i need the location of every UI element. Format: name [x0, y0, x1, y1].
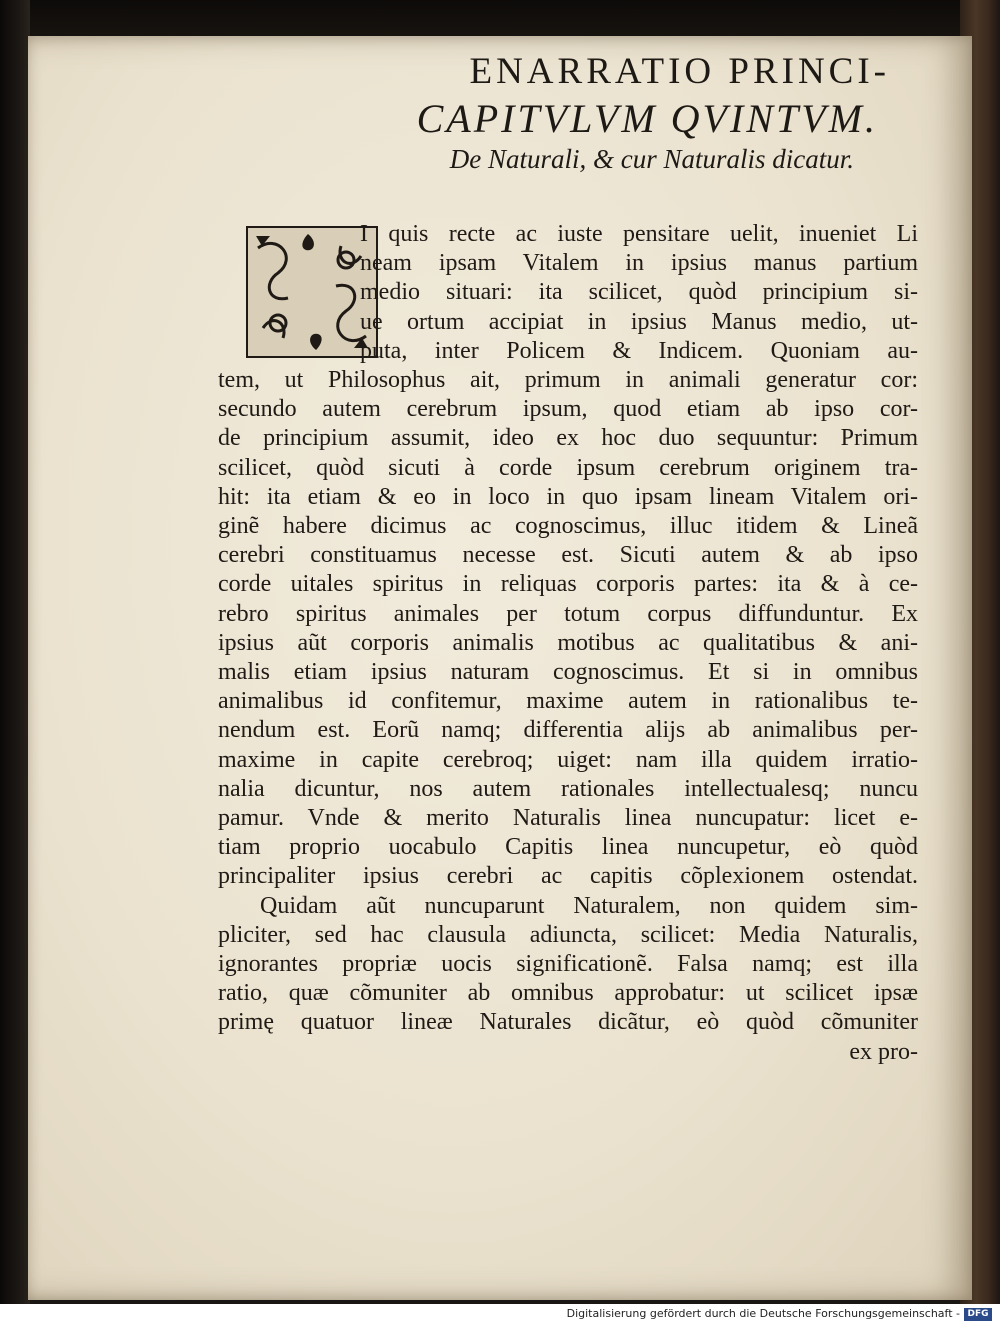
text-line: nendum est. Eorũ namq; differentia alijs ab animalibus per-: [218, 717, 918, 744]
text-line: de principium assumit, ideo ex hoc duo sequuntur: Primum: [218, 425, 918, 452]
text-line: hit: ita etiam & eo in loco in quo ipsam lineam Vitalem ori-: [218, 483, 918, 510]
dfg-logo-icon: DFG: [964, 1308, 992, 1321]
text-line: pamur. Vnde & merito Naturalis linea nuncupatur: licet e-: [218, 805, 918, 832]
text-line: pliciter, sed hac clausula adiuncta, scilicet: Media Naturalis,: [218, 921, 918, 948]
page-header: [218, 50, 918, 188]
text-line: secundo autem cerebrum ipsum, quod etiam ab ipso cor-: [218, 396, 918, 423]
text-line: ratio, quæ cõmuniter ab omnibus approbatur: ut scilicet ipsæ: [218, 980, 918, 1007]
text-line: maxime in capite cerebroq; uiget: nam illa quidem irratio-: [218, 746, 918, 773]
text-line: malis etiam ipsius naturam cognoscimus. Et si in omnibus: [218, 659, 918, 686]
text-line: medio situari: ita scilicet, quòd principium si-: [360, 279, 918, 306]
text-line: Quidam aũt nuncuparunt Naturalem, non quidem sim-: [260, 892, 918, 919]
text-line: I quis recte ac iuste pensitare uelit, inueniet Li: [360, 221, 918, 247]
text-line: principaliter ipsius cerebri ac capitis cõplexionem ostendat.: [218, 863, 918, 890]
text-line: ignorantes propriæ uocis significationẽ. Falsa namq; est illa: [218, 951, 918, 978]
text-line: ginẽ habere dicimus ac cognoscimus, illuc itidem & Lineã: [218, 513, 918, 540]
footer-bar: [0, 1304, 1000, 1325]
catchword: ex pro-: [849, 1038, 918, 1065]
text-line: neam ipsam Vitalem in ipsius manus partium: [360, 250, 918, 277]
chapter-subtitle: De Naturali, & cur Naturalis dicatur.: [449, 144, 854, 174]
text-line: ipsius aũt corporis animalis motibus ac qualitatibus & ani-: [218, 629, 918, 656]
text-line: animalibus id confitemur, maxime autem in rationalibus te-: [218, 688, 918, 715]
body-text: [218, 220, 918, 1067]
text-line: scilicet, quòd sicuti à corde ipsum cerebrum originem tra-: [218, 454, 918, 481]
text-line: cerebri constituamus necesse est. Sicuti autem & ab ipso: [218, 542, 918, 569]
text-line: nalia dicuntur, nos autem rationales intellectualesq; nuncu: [218, 775, 918, 802]
text-line: ue ortum accipiat in ipsius Manus medio, ut-: [360, 308, 918, 335]
scan-background-top: [0, 0, 1000, 38]
text-line: puta, inter Policem & Indicem. Quoniam au-: [360, 337, 918, 364]
footer-credit: Digitalisierung gefördert durch die Deutsche Forschungsgemeinschaft -: [566, 1307, 960, 1320]
text-line: primę quatuor lineæ Naturales dicãtur, eò quòd cõmuniter: [218, 1009, 918, 1036]
chapter-title: CAPITVLVM QVINTVM.: [416, 96, 878, 141]
scan-background-left: [0, 0, 30, 1304]
running-head: ENARRATIO PRINCI-: [469, 51, 890, 92]
text-line: tiam proprio uocabulo Capitis linea nuncupetur, eò quòd: [218, 834, 918, 861]
text-line: rebro spiritus animales per totum corpus diffunduntur. Ex: [218, 600, 918, 627]
text-line: corde uitales spiritus in reliquas corporis partes: ita & à ce-: [218, 571, 918, 598]
text-line: tem, ut Philosophus ait, primum in animali generatur cor:: [218, 367, 918, 394]
